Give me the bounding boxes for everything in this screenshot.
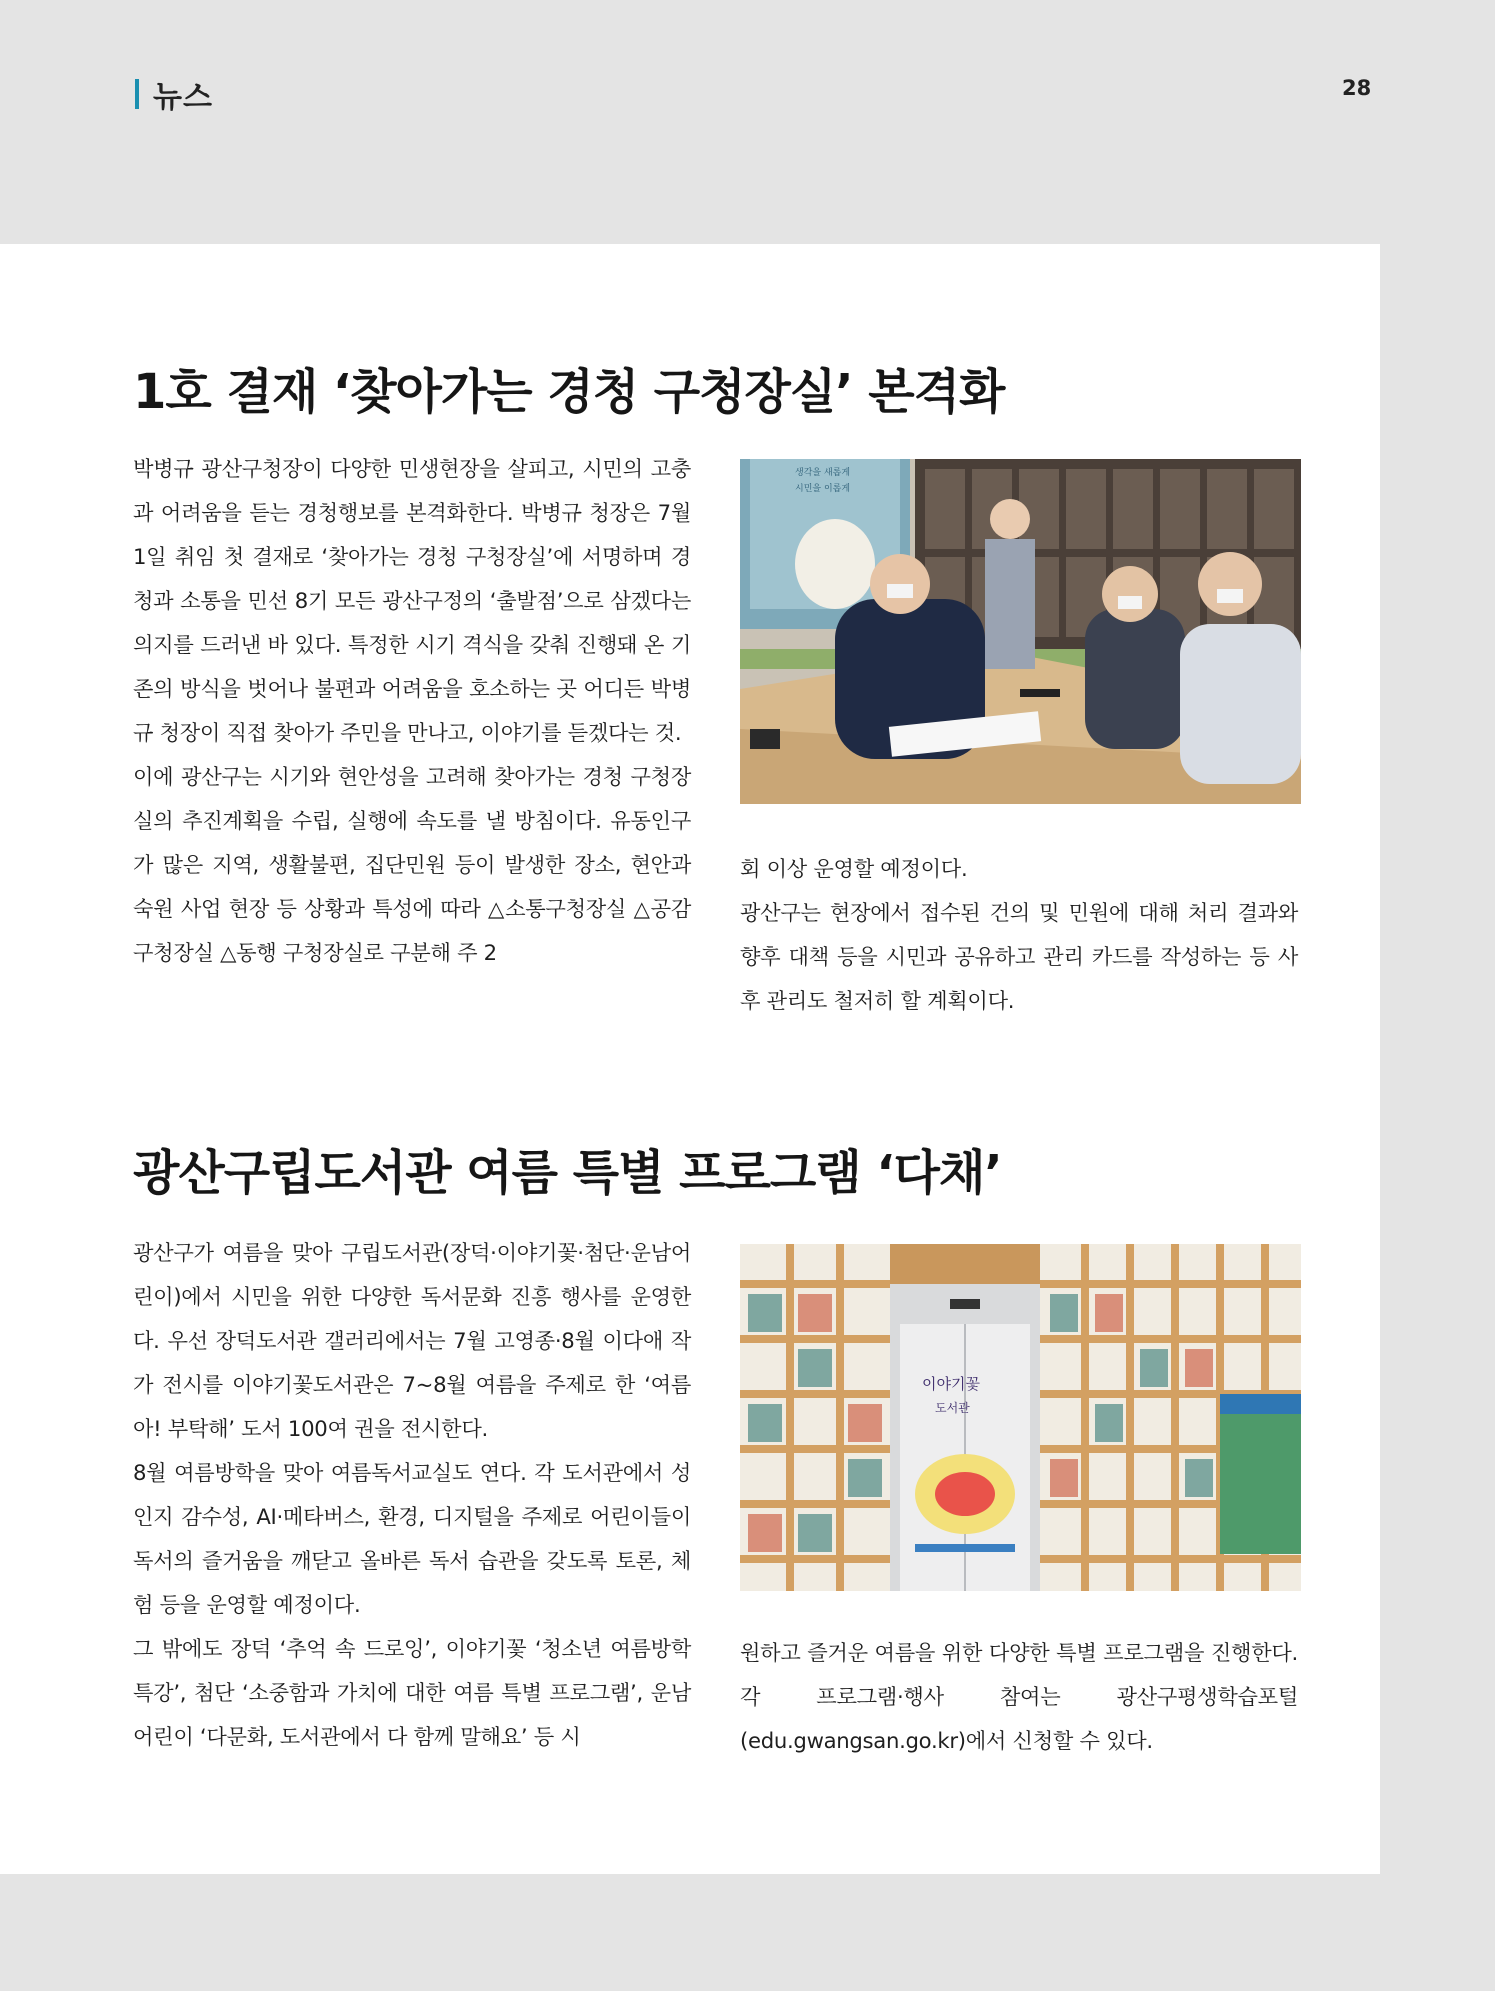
photo-sign-line: 생각을 새롭게 <box>795 468 851 478</box>
photo-sign-line: 이야기꽃 <box>922 1375 980 1393</box>
section-accent-bar <box>135 79 139 109</box>
article-paragraph: 광산구는 현장에서 접수된 건의 및 민원에 대해 처리 결과와 향후 대책 등을 시민과 공유하고 관리 카드를 작성하는 등 사후 관리도 철저히 할 계획이다. <box>740 900 1298 1013</box>
article-body-left <box>133 447 691 975</box>
article-body-right <box>740 847 1298 1023</box>
article-paragraph: 원하고 즐거운 여름을 위한 다양한 특별 프로그램을 진행한다. 각 프로그램·행사 참여는 광산구평생학습포털(edu.gwangsan.go.kr)에서 신청할 수 있다. <box>740 1640 1298 1753</box>
page-header <box>0 0 1495 244</box>
article-paragraph: 광산구가 여름을 맞아 구립도서관(장덕·이야기꽃·첨단·운남어린이)에서 시민을 위한 다양한 독서문화 진흥 행사를 운영한다. 우선 장덕도서관 갤러리에서는 7월 고영종·8월 이다애 작가 전시를 이야기꽃도서관은 7~8월 여름을 주제로 한 ‘여름아! 부탁해’ 도서 100여 권을 전시한다. <box>133 1240 691 1441</box>
article-paragraph: 그 밖에도 장덕 ‘추억 속 드로잉’, 이야기꽃 ‘청소년 여름방학 특강’, 첨단 ‘소중함과 가치에 대한 여름 특별 프로그램’, 운남어린이 ‘다문화, 도서관에서 다 함께 말해요’ 등 시 <box>133 1636 691 1749</box>
photo-sign-line: 도서관 <box>935 1401 970 1415</box>
section-title: 뉴스 <box>153 80 213 115</box>
article-photo-library <box>740 1244 1301 1591</box>
article-title: 1호 결재 ‘찾아가는 경청 구청장실’ 본격화 <box>133 364 1005 420</box>
article-paragraph: 회 이상 운영할 예정이다. <box>740 856 968 881</box>
article-photo-signing <box>740 459 1301 804</box>
article-body-right <box>740 1631 1298 1763</box>
page-number: 28 <box>1342 76 1372 100</box>
section-label <box>135 72 213 116</box>
article-title: 광산구립도서관 여름 특별 프로그램 ‘다채’ <box>133 1145 1002 1201</box>
photo-sign-line: 시민을 이롭게 <box>795 484 851 494</box>
article-paragraph: 박병규 광산구청장이 다양한 민생현장을 살피고, 시민의 고충과 어려움을 듣는 경청행보를 본격화한다. 박병규 청장은 7월 1일 취임 첫 결재로 ‘찾아가는 경청 구청장실’에 서명하며 경청과 소통을 민선 8기 모든 광산구정의 ‘출발점’으로 삼겠다는 의지를 드러낸 바 있다. 특정한 시기 격식을 갖춰 진행돼 온 기존의 방식을 벗어나 불편과 어려움을 호소하는 곳 어디든 박병규 청장이 직접 찾아가 주민을 만나고, 이야기를 듣겠다는 것. <box>133 456 691 745</box>
article-paragraph: 이에 광산구는 시기와 현안성을 고려해 찾아가는 경청 구청장실의 추진계획을 수립, 실행에 속도를 낼 방침이다. 유동인구가 많은 지역, 생활불편, 집단민원 등이 발생한 장소, 현안과 숙원 사업 현장 등 상황과 특성에 따라 △소통구청장실 △공감 구청장실 △동행 구청장실로 구분해 주 2 <box>133 764 691 965</box>
article-paragraph: 8월 여름방학을 맞아 여름독서교실도 연다. 각 도서관에서 성인지 감수성, AI·메타버스, 환경, 디지털을 주제로 어린이들이 독서의 즐거움을 깨닫고 올바른 독서 습관을 갖도록 토론, 체험 등을 운영할 예정이다. <box>133 1460 691 1617</box>
content-sheet <box>0 244 1380 1874</box>
article-body-left <box>133 1231 691 1759</box>
